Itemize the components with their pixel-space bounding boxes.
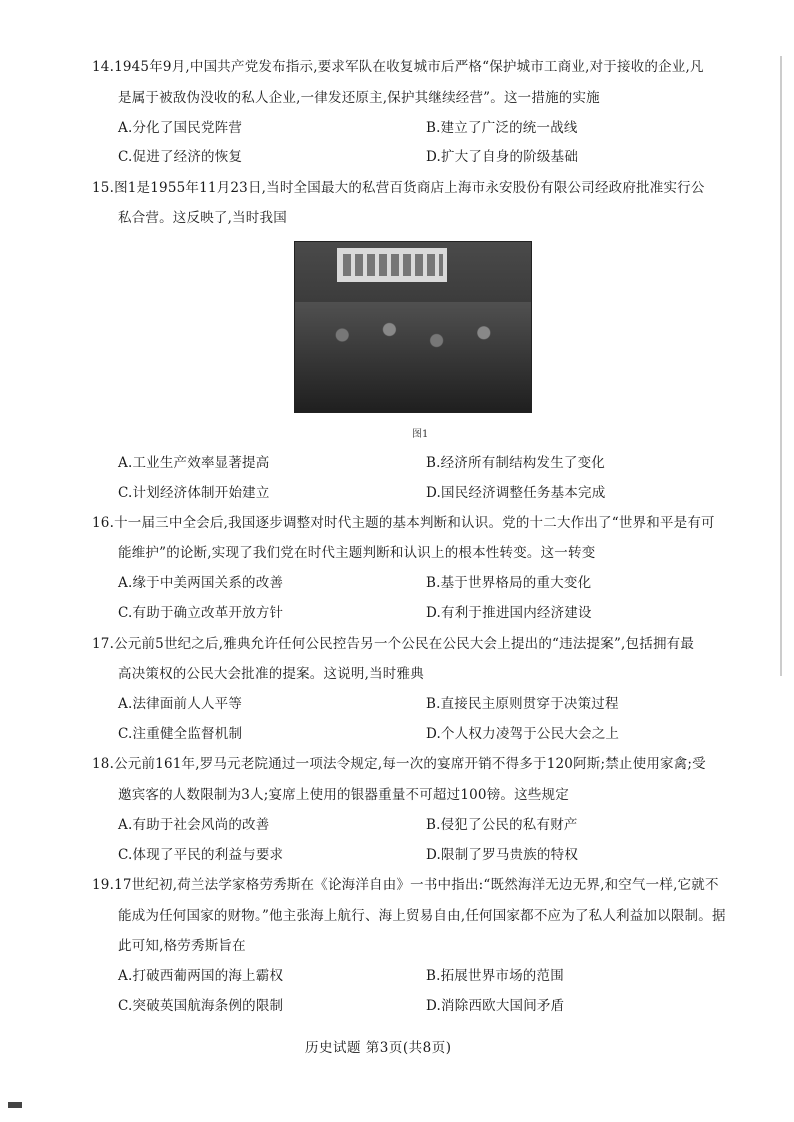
q18-option-c: C.体现了平民的利益与要求 [118, 847, 284, 863]
q18-stem-line2: 邀宾客的人数限制为3人;宴席上使用的银器重量不可超过100镑。这些规定 [118, 787, 569, 803]
q18-option-d: D.限制了罗马贵族的特权 [426, 847, 579, 863]
historical-photo-figure [294, 241, 532, 413]
q19-option-a: A.打破西葡两国的海上霸权 [118, 968, 284, 984]
q17-option-d: D.个人权力凌驾于公民大会之上 [426, 726, 620, 742]
q17-option-a: A.法律面前人人平等 [118, 696, 243, 712]
page-footer: 历史试题 第3页(共8页) [305, 1040, 452, 1056]
scan-corner-mark [8, 1102, 22, 1108]
photo-crowd [295, 302, 531, 412]
q15-option-b: B.经济所有制结构发生了变化 [426, 455, 606, 471]
q16-option-c: C.有助于确立改革开放方针 [118, 605, 284, 621]
q15-stem-line1: 15.图1是1955年11月23日,当时全国最大的私营百货商店上海市永安股份有限公司经政府批准实行公 [92, 180, 705, 196]
q16-stem-line2: 能维护”的论断,实现了我们党在时代主题判断和认识上的根本性转变。这一转变 [118, 545, 596, 561]
q19-option-c: C.突破英国航海条例的限制 [118, 998, 284, 1014]
q19-stem-line2: 能成为任何国家的财物。”他主张海上航行、海上贸易自由,任何国家都不应为了私人利益加以限制。据 [118, 908, 726, 924]
q17-stem-line2: 高决策权的公民大会批准的提案。这说明,当时雅典 [118, 666, 424, 682]
q14-option-c: C.促进了经济的恢复 [118, 149, 243, 165]
q14-stem-line2: 是属于被敌伪没收的私人企业,一律发还原主,保护其继续经营”。这一措施的实施 [118, 90, 600, 106]
q15-option-d: D.国民经济调整任务基本完成 [426, 485, 606, 501]
q14-option-a: A.分化了国民党阵营 [118, 120, 243, 136]
q16-option-d: D.有利于推进国内经济建设 [426, 605, 592, 621]
q17-stem-line1: 17.公元前5世纪之后,雅典允许任何公民控告另一个公民在公民大会上提出的“违法提案”,包括拥有最 [92, 636, 695, 652]
scan-edge-line [780, 56, 782, 676]
q19-stem-line3: 此可知,格劳秀斯旨在 [118, 938, 246, 954]
q18-option-b: B.侵犯了公民的私有财产 [426, 817, 578, 833]
q14-option-d: D.扩大了自身的阶级基础 [426, 149, 579, 165]
q15-option-a: A.工业生产效率显著提高 [118, 455, 270, 471]
figure-caption: 图1 [412, 429, 429, 440]
q15-option-c: C.计划经济体制开始建立 [118, 485, 270, 501]
q18-option-a: A.有助于社会风尚的改善 [118, 817, 270, 833]
q19-option-d: D.消除西欧大国间矛盾 [426, 998, 565, 1014]
q17-option-c: C.注重健全监督机制 [118, 726, 243, 742]
q14-stem-line1: 14.1945年9月,中国共产党发布指示,要求军队在收复城市后严格“保护城市工商业,对于接收的企业,凡 [92, 59, 704, 75]
q19-stem-line1: 19.17世纪初,荷兰法学家格劳秀斯在《论海洋自由》一书中指出:“既然海洋无边无界,和空气一样,它就不 [92, 877, 719, 893]
q15-stem-line2: 私合营。这反映了,当时我国 [118, 210, 287, 226]
q16-option-b: B.基于世界格局的重大变化 [426, 575, 592, 591]
q16-stem-line1: 16.十一届三中全会后,我国逐步调整对时代主题的基本判断和认识。党的十二大作出了“世界和平是有可 [92, 515, 715, 531]
q14-option-b: B.建立了广泛的统一战线 [426, 120, 578, 136]
q17-option-b: B.直接民主原则贯穿于决策过程 [426, 696, 619, 712]
q18-stem-line1: 18.公元前161年,罗马元老院通过一项法令规定,每一次的宴席开销不得多于120阿斯;禁止使用家禽;受 [92, 756, 706, 772]
q16-option-a: A.缘于中美两国关系的改善 [118, 575, 284, 591]
photo-banner-lettering [343, 254, 443, 276]
q19-option-b: B.拓展世界市场的范围 [426, 968, 564, 984]
